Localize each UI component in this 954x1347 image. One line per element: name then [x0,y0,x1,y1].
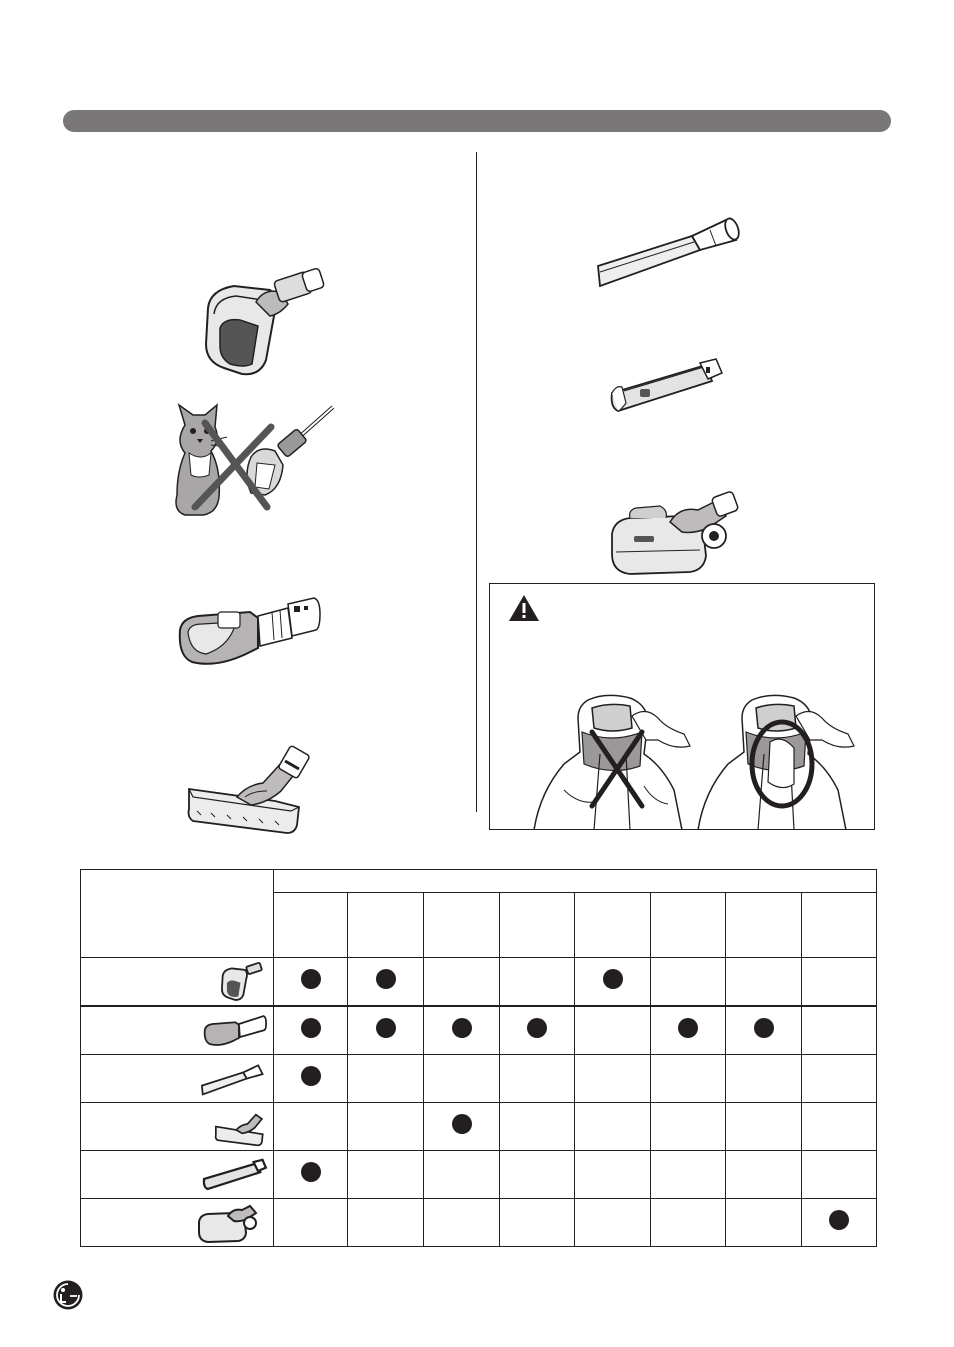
table-corner-cell [81,870,274,958]
column-divider [476,152,477,812]
handle-grip-correct-o-icon [698,694,858,830]
table-cell [500,1006,575,1055]
table-cell [575,1055,651,1103]
surface-header-8 [802,893,877,958]
surface-header-1 [274,893,348,958]
table-cell [651,1151,726,1199]
table-cell [726,1151,802,1199]
suitability-dot [376,969,396,989]
table-cell [651,958,726,1007]
table-cell [274,1055,348,1103]
table-cell [424,1103,500,1151]
suitability-dot [301,1162,321,1182]
row-head-cell [81,958,274,1007]
table-row [81,1006,877,1055]
table-cell [802,1006,877,1055]
table-cell [348,1151,424,1199]
suitability-dot [301,1018,321,1038]
table-cell [274,1199,348,1247]
row-head-cell [81,1055,274,1103]
table-cell [651,1006,726,1055]
suitability-dot [301,969,321,989]
turbo-nozzle-icon [200,268,330,380]
surface-header-2 [348,893,424,958]
row-head-cell [81,1103,274,1151]
table-cell [424,1006,500,1055]
table-cell [348,958,424,1007]
table-cell [575,958,651,1007]
table-cell [802,1055,877,1103]
table-cell [348,1055,424,1103]
lg-logo-icon [53,1280,83,1310]
table-cell [274,1006,348,1055]
table-cell [802,1199,877,1247]
upholstery-nozzle-icon [176,596,322,668]
crevice-tool-icon [596,214,746,288]
table-cell [424,1151,500,1199]
hard-floor-nozzle-icon [187,745,309,835]
table-cell [575,1006,651,1055]
table-row [81,1103,877,1151]
table-cell [802,1151,877,1199]
table-cell [651,1103,726,1151]
row-head-cell [81,1151,274,1199]
table-cell [424,1055,500,1103]
section-header-bar [63,110,891,132]
suitability-dot [678,1018,698,1038]
table-cell [575,1199,651,1247]
table-cell [500,1199,575,1247]
table-cell [274,1151,348,1199]
surface-header-3 [424,893,500,958]
suitability-dot [452,1018,472,1038]
suitability-dot [376,1018,396,1038]
table-cell [348,1006,424,1055]
table-cell [802,1103,877,1151]
table-cell [802,958,877,1007]
suitability-dot [754,1018,774,1038]
table-cell [575,1103,651,1151]
table-cell [424,1199,500,1247]
suitability-dot [527,1018,547,1038]
handle-grip-incorrect-x-icon [534,694,694,830]
table-cell [726,1055,802,1103]
table-row [81,1151,877,1199]
surface-header-4 [500,893,575,958]
table-cell [726,958,802,1007]
table-row [81,958,877,1007]
table-cell [500,1055,575,1103]
table-cell [575,1151,651,1199]
table-row [81,1199,877,1247]
table-cell [500,958,575,1007]
table-row [81,1055,877,1103]
suitability-dot [603,969,623,989]
suitability-dot [829,1210,849,1230]
table-cell [726,1006,802,1055]
suitability-dot [452,1114,472,1134]
row-head-cell [81,1199,274,1247]
table-cell [500,1103,575,1151]
table-cell [726,1199,802,1247]
surface-group-header [274,870,877,893]
table-cell [651,1055,726,1103]
row-head-cell [81,1006,274,1055]
table-cell [424,958,500,1007]
cat-with-nozzle-prohibited-icon [165,405,337,520]
table-cell [274,958,348,1007]
dusting-tool-icon [610,355,724,417]
suitability-dot [301,1066,321,1086]
surface-header-6 [651,893,726,958]
table-cell [651,1199,726,1247]
surface-header-7 [726,893,802,958]
carpet-floor-nozzle-icon [610,494,746,578]
table-cell [726,1103,802,1151]
table-cell [500,1151,575,1199]
accessory-usage-table [80,869,877,1247]
warning-box [489,583,875,830]
surface-header-5 [575,893,651,958]
table-cell [348,1199,424,1247]
warning-triangle-icon [508,594,540,622]
table-cell [274,1103,348,1151]
table-cell [348,1103,424,1151]
